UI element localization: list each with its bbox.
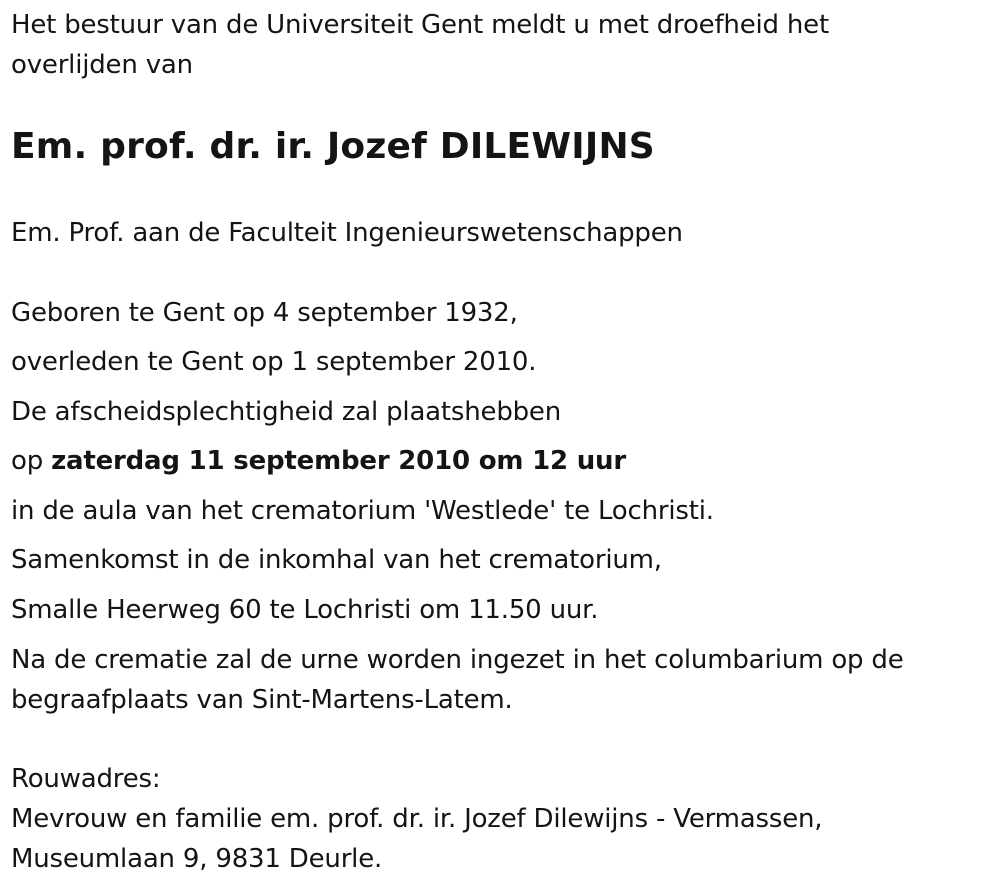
role-line: Em. Prof. aan de Faculteit Ingenieurswetenschappen <box>11 218 683 248</box>
date-line <box>11 441 626 481</box>
cremation-text <box>11 640 904 720</box>
born-line: Geboren te Gent op 4 september 1932, <box>11 298 518 328</box>
cremation-line-2: begraafplaats van Sint-Martens-Latem. <box>11 685 513 715</box>
rouwadres-block <box>11 759 822 879</box>
date-prefix: op <box>11 446 52 476</box>
gathering-line: Samenkomst in de inkomhal van het crematorium, <box>11 545 662 575</box>
intro-line-1: Het bestuur van de Universiteit Gent meldt u met droefheid het <box>11 10 829 40</box>
rouwadres-line-2: Museumlaan 9, 9831 Deurle. <box>11 844 383 874</box>
cremation-line-1: Na de crematie zal de urne worden ingezet in het columbarium op de <box>11 645 904 675</box>
location-line: in de aula van het crematorium 'Westlede' te Lochristi. <box>11 496 714 526</box>
intro-text <box>11 5 829 85</box>
deceased-name: Em. prof. dr. ir. Jozef DILEWIJNS <box>11 126 655 167</box>
intro-line-2: overlijden van <box>11 50 193 80</box>
rouwadres-label: Rouwadres: <box>11 764 161 794</box>
died-line: overleden te Gent op 1 september 2010. <box>11 347 537 377</box>
date-bold: zaterdag 11 september 2010 om 12 uur <box>51 446 626 476</box>
ceremony-line: De afscheidsplechtigheid zal plaatshebben <box>11 397 562 427</box>
rouwadres-line-1: Mevrouw en familie em. prof. dr. ir. Jozef Dilewijns - Vermassen, <box>11 804 823 834</box>
address-time-line: Smalle Heerweg 60 te Lochristi om 11.50 uur. <box>11 595 599 625</box>
